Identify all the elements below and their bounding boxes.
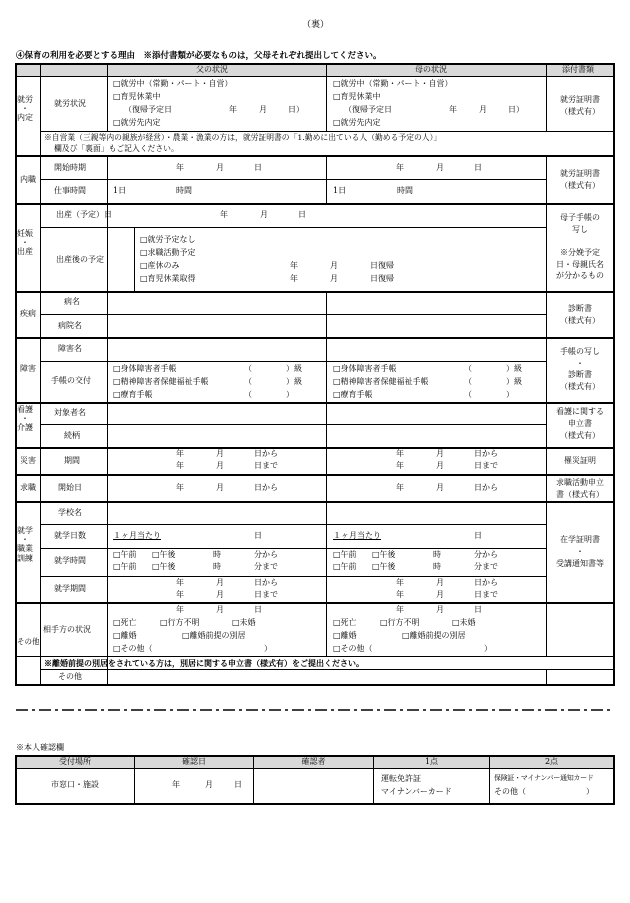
father-return-year: 年 (229, 105, 237, 114)
dis-m-b3[interactable]: □療育手帳 (333, 390, 373, 399)
cat-care: 看護 ・ 介護 (17, 405, 33, 433)
disaster-f-to: 日まで (254, 461, 278, 470)
ill-attach: 診断書 （様式有） (560, 304, 600, 325)
other-f-sep[interactable]: □離婚前提の別居 (182, 631, 246, 640)
other-m-d: 日 (474, 605, 482, 614)
home-attach: 就労証明書 （様式有） (560, 169, 600, 190)
school-f-pm1-month: 月 (216, 578, 224, 587)
school-m-pm1-month: 月 (436, 578, 444, 587)
other-m-y: 年 (396, 605, 404, 614)
home-mother-hours: 時間 (397, 186, 413, 195)
school-f-am2[interactable]: □午前 (113, 562, 137, 571)
section-title (16, 52, 382, 61)
home-mother-d: 日 (474, 163, 482, 172)
home-father-y: 年 (176, 163, 184, 172)
line-preg-end (16, 291, 614, 293)
other-f-m: 月 (216, 605, 224, 614)
home-start-label: 開始時期 (54, 163, 86, 172)
home-father-d: 日 (254, 163, 262, 172)
dis-f-rk1: ）級 (286, 364, 302, 373)
dis-name-label: 障害名 (58, 344, 82, 353)
line-school-sub3 (40, 576, 546, 577)
disaster-f-y2: 年 (176, 461, 184, 470)
job-f-from: 日から (254, 483, 278, 492)
school-m-to: 分まで (474, 562, 498, 571)
confirm-m: 月 (205, 780, 213, 789)
line-label-col-b (107, 155, 108, 669)
dis-m-rp3: ） (506, 390, 514, 399)
cat-dis: 障害 (20, 364, 36, 373)
disaster-attach: 罹災証明 (564, 456, 596, 465)
school-m-hr2: 時 (433, 562, 441, 571)
line-disaster-end (16, 474, 614, 476)
dis-f-rp3: ） (286, 390, 294, 399)
other-m-rp: ） (484, 644, 492, 653)
school-f-pm2[interactable]: □午後 (152, 562, 176, 571)
other-f-missing[interactable]: □行方不明 (160, 618, 200, 627)
disaster-f-y1: 年 (176, 449, 184, 458)
care-target-label: 対象者名 (54, 408, 86, 417)
header-mother: 母の状況 (415, 65, 447, 74)
other-m-other[interactable]: □その他（ (333, 644, 373, 653)
line-header (16, 76, 614, 77)
school-m-am1[interactable]: □午前 (333, 550, 357, 559)
work-note1: ※自営業（三親等内の親族が経営）・農業・漁業の方は，就労証明書の「1.勤めに出ている人（勤める予定の人）」 (44, 133, 442, 142)
line-ill-sub (40, 314, 546, 315)
preg-due-y: 年 (220, 210, 228, 219)
job-f-y: 年 (176, 483, 184, 492)
preg-opt1[interactable]: □就労予定なし (140, 235, 196, 244)
line-cat-col (40, 64, 41, 684)
school-f-pto: 日まで (254, 590, 278, 599)
line-home-end (16, 203, 614, 205)
confirm-header-line (16, 768, 614, 769)
line-job-end (16, 501, 614, 503)
cat-other: その他 (17, 637, 40, 646)
other-m-divorce[interactable]: □離婚 (333, 631, 357, 640)
line-label-col-c (107, 669, 108, 684)
school-m-from: 分から (474, 550, 498, 559)
header-father: 父の状況 (196, 65, 228, 74)
preg-after-label: 出産後の予定 (56, 255, 104, 264)
line-school-sub1 (40, 524, 546, 525)
mother-return-year: 年 (449, 105, 457, 114)
line-dis-sub (40, 361, 546, 362)
dis-f-lp3: （ (244, 390, 252, 399)
home-mother-y: 年 (396, 163, 404, 172)
mother-work-opt1[interactable]: □就労中（常勤・パート・自営） (333, 79, 453, 88)
disaster-m-from: 日から (474, 449, 498, 458)
outer-bottom (15, 684, 615, 686)
preg-opt4-m: 月 (330, 274, 338, 283)
page-mark: （裏） (302, 20, 330, 30)
line-ill-end (16, 337, 614, 339)
school-name-label: 学校名 (58, 508, 82, 517)
preg-attach: 母子手帳の 写し ※分娩予定 日・母親氏名 が分かるもの (556, 213, 604, 280)
school-m-am2[interactable]: □午前 (333, 562, 357, 571)
dis-m-lp3: （ (464, 390, 472, 399)
other-m-m: 月 (436, 605, 444, 614)
other-f-rp: ） (264, 644, 272, 653)
dis-m-lp2: （ (464, 377, 472, 386)
confirm-y: 年 (172, 780, 180, 789)
line-father-mother-a (326, 64, 327, 131)
preg-opt4-y: 年 (290, 274, 298, 283)
job-label: 開始日 (58, 483, 82, 492)
line-care-sub (40, 424, 546, 425)
cat-school: 就学 ・ 職業 訓練 (17, 526, 33, 563)
home-father-m: 月 (216, 163, 224, 172)
line-school-end (16, 602, 614, 604)
line-dis-end (16, 402, 614, 404)
job-m-m: 月 (436, 483, 444, 492)
other-note: ※離婚前提の別居をされている方は，別居に関する申立書（様式有）をご提出ください。 (44, 658, 364, 668)
other-f-y: 年 (176, 605, 184, 614)
school-m-pm1[interactable]: □午後 (372, 550, 396, 559)
table-header-bg (16, 64, 614, 76)
cat-job: 求職 (20, 483, 36, 492)
confirm-right (613, 755, 615, 805)
job-m-from: 日から (474, 483, 498, 492)
disaster-m-to: 日まで (474, 461, 498, 470)
ill-hosp-label: 病院名 (58, 321, 82, 330)
confirm-h-one: 1点 (424, 757, 439, 766)
confirm-h-place: 受付場所 (59, 757, 91, 766)
school-f-py2: 年 (176, 590, 184, 599)
work-label: 就労状況 (54, 99, 86, 108)
home-father-hours: 時間 (176, 186, 192, 195)
preg-opt4-ret: 日復帰 (370, 274, 394, 283)
confirm-h-two: 2点 (544, 757, 559, 766)
confirm-d: 日 (234, 780, 242, 789)
father-work-opt4[interactable]: □就労先内定 (113, 118, 161, 127)
confirm-two-2r: ） (586, 787, 594, 796)
school-f-pfrom: 日から (254, 578, 278, 587)
school-f-from: 分から (254, 550, 278, 559)
father-work-opt2[interactable]: □育児休業中 (113, 92, 161, 101)
dis-m-b1[interactable]: □身体障害者手帳 (333, 364, 397, 373)
confirm-two-2: その他（ (494, 787, 526, 796)
dis-f-lp1: （ (244, 364, 252, 373)
school-attach: 在学証明書 ・ 受講通知書等 (556, 535, 604, 568)
confirm-title: ※本人確認欄 (16, 743, 64, 752)
dis-m-lp1: （ (464, 364, 472, 373)
confirm-one-2: マイナンバーカード (381, 787, 452, 796)
school-m-pm2[interactable]: □午後 (372, 562, 396, 571)
mother-work-opt2[interactable]: □育児休業中 (333, 92, 381, 101)
school-f-am1[interactable]: □午前 (113, 550, 137, 559)
school-time-label: 就学時間 (54, 556, 86, 565)
preg-due-d: 日 (298, 210, 306, 219)
school-m-pto: 日まで (474, 590, 498, 599)
cat-ill: 疾病 (20, 309, 36, 318)
dis-m-rk1: ）級 (506, 364, 522, 373)
line-home-sub (40, 179, 546, 180)
confirm-h-date: 確認日 (182, 757, 206, 766)
other-m-missing[interactable]: □行方不明 (380, 618, 420, 627)
dis-f-rk2: ）級 (286, 377, 302, 386)
line-label-col-a (107, 64, 108, 131)
line-care-end (16, 447, 614, 449)
work-attach: 就労証明書 （様式有） (560, 95, 600, 116)
header-attach: 添付書類 (562, 65, 594, 74)
care-rel-label: 続柄 (64, 431, 80, 440)
father-work-return: （復帰予定日 (124, 105, 172, 114)
school-m-pfrom: 日から (474, 578, 498, 587)
disaster-f-m2: 月 (216, 461, 224, 470)
line-work-note (40, 131, 614, 132)
care-attach: 看護に関する 申立書 （様式有） (556, 407, 604, 440)
line-attach-b (546, 155, 547, 656)
confirm-one-1: 運転免許証 (381, 774, 421, 783)
job-m-y: 年 (396, 483, 404, 492)
other-m-sep[interactable]: □離婚前提の別居 (402, 631, 466, 640)
cut-line (16, 708, 614, 712)
mother-return-day: 日） (508, 105, 524, 114)
preg-due-label: 出産（予定）日 (56, 210, 112, 219)
cat-work: 就労 ・ 内定 (17, 95, 33, 123)
work-note2: 欄及び「裏面」もご記入ください。 (54, 144, 179, 153)
home-father-day: 1日 (113, 186, 127, 195)
school-f-to: 分まで (254, 562, 278, 571)
dis-attach: 手帳の写し ・ 診断書 （様式有） (560, 347, 600, 391)
dis-m-rk2: ）級 (506, 377, 522, 386)
school-f-hr2: 時 (213, 562, 221, 571)
mother-work-opt4[interactable]: □就労先内定 (333, 118, 381, 127)
line-preg-col (134, 227, 135, 291)
section-note: ※添付書類が必要なものは，父母それぞれ提出してください。 (143, 51, 382, 61)
school-f-pm2-month: 月 (216, 590, 224, 599)
line-other-status-end (16, 656, 614, 657)
home-hours-label: 仕事時間 (54, 186, 86, 195)
line-other-note (40, 669, 614, 670)
other-extra-label: その他 (58, 672, 82, 681)
school-m-py2: 年 (396, 590, 404, 599)
school-m-py1: 年 (396, 578, 404, 587)
school-f-pm1[interactable]: □午後 (152, 550, 176, 559)
confirm-h-checker: 確認者 (301, 757, 326, 766)
other-label: 相手方の状況 (43, 625, 91, 634)
school-f-py1: 年 (176, 578, 184, 587)
dis-f-b1[interactable]: □身体障害者手帳 (113, 364, 177, 373)
school-m-day: 日 (474, 531, 482, 540)
line-preg-sub (40, 227, 546, 228)
preg-opt3-y: 年 (290, 261, 298, 270)
preg-opt2[interactable]: □求職活動予定 (140, 248, 196, 257)
dis-f-b3[interactable]: □療育手帳 (113, 390, 153, 399)
school-m-pm2-month: 月 (436, 590, 444, 599)
school-period-label: 就学期間 (54, 584, 86, 593)
line-father-mother-c (326, 291, 327, 656)
school-days-label: 就学日数 (54, 531, 86, 540)
confirm-two-1: 保険証・マイナンバー通知カード (494, 774, 594, 782)
preg-opt3-m: 月 (330, 261, 338, 270)
cat-preg: 妊娠 ・ 出産 (17, 229, 33, 257)
job-attach: 求職活動申立 書（様式有） (556, 478, 604, 499)
school-m-per-month: １ヶ月当たり (333, 531, 381, 540)
school-f-per-month: １ヶ月当たり (113, 531, 161, 540)
dis-m-b2[interactable]: □精神障害者保健福祉手帳 (333, 377, 429, 386)
disaster-m-m1: 月 (436, 449, 444, 458)
cat-disaster: 災害 (20, 456, 36, 465)
mother-return-month: 月 (479, 105, 487, 114)
disaster-m-y1: 年 (396, 449, 404, 458)
confirm-bottom (15, 803, 615, 805)
dis-book-label: 手帳の交付 (51, 376, 91, 385)
line-attach-c (546, 669, 547, 684)
other-f-d: 日 (254, 605, 262, 614)
father-return-day: 日） (288, 105, 304, 114)
school-m-hr1: 時 (433, 550, 441, 559)
line-father-mother-b (326, 155, 327, 203)
father-work-opt1[interactable]: □就労中（常勤・パート・自営） (113, 79, 233, 88)
other-f-divorce[interactable]: □離婚 (113, 631, 137, 640)
other-m-death[interactable]: □死亡 (333, 618, 357, 627)
school-f-hr1: 時 (213, 550, 221, 559)
preg-due-m: 月 (260, 210, 268, 219)
line-attach-a (546, 64, 547, 131)
disaster-m-m2: 月 (436, 461, 444, 470)
ill-name-label: 病名 (64, 297, 80, 306)
outer-top (15, 63, 615, 65)
mother-work-return: （復帰予定日 (344, 105, 392, 114)
disaster-f-from: 日から (254, 449, 278, 458)
disaster-label: 期間 (64, 456, 80, 465)
line-work-end (16, 155, 614, 157)
other-f-unmarried[interactable]: □未婚 (232, 618, 256, 627)
preg-opt3-ret: 日復帰 (370, 261, 394, 270)
home-mother-day: 1日 (333, 186, 347, 195)
line-school-sub2 (40, 548, 546, 549)
school-f-day: 日 (254, 531, 262, 540)
disaster-f-m1: 月 (216, 449, 224, 458)
preg-opt4[interactable]: □育児休業取得 (140, 274, 196, 283)
other-f-other[interactable]: □その他（ (113, 644, 153, 653)
dis-f-b2[interactable]: □精神障害者保健福祉手帳 (113, 377, 209, 386)
disaster-m-y2: 年 (396, 461, 404, 470)
section-title-text: ④保育の利用を必要とする理由 (16, 51, 136, 61)
dis-f-lp2: （ (244, 377, 252, 386)
other-m-unmarried[interactable]: □未婚 (452, 618, 476, 627)
home-mother-m: 月 (436, 163, 444, 172)
other-f-death[interactable]: □死亡 (113, 618, 137, 627)
preg-opt3[interactable]: □産休のみ (140, 261, 180, 270)
confirm-place: 市窓口・施設 (51, 780, 99, 789)
father-return-month: 月 (259, 105, 267, 114)
job-f-m: 月 (216, 483, 224, 492)
cat-home: 内職 (20, 175, 36, 184)
